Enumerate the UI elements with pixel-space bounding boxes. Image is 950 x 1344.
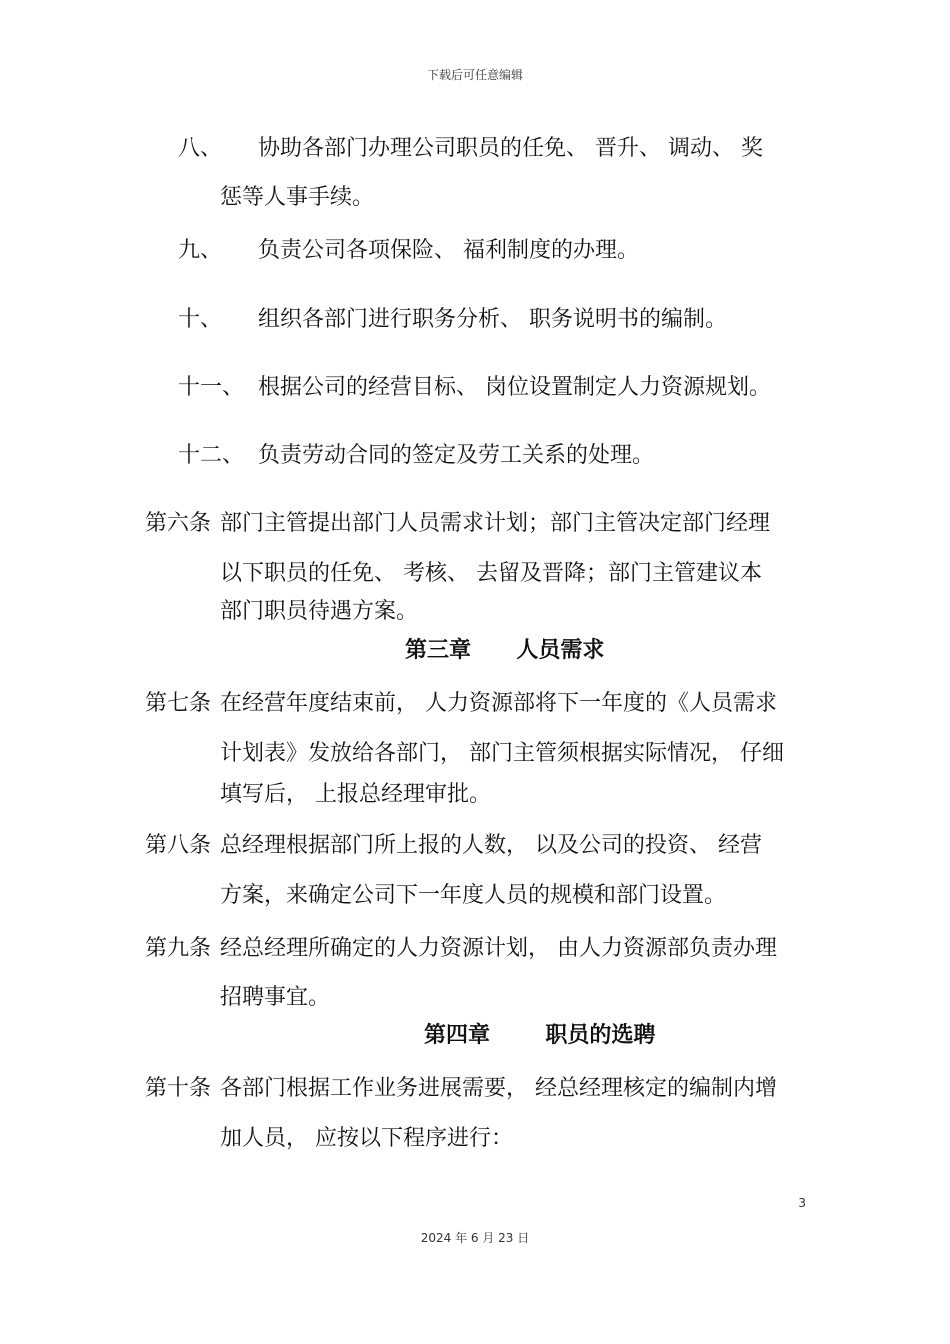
item-text: 负责劳动合同的签定及劳工关系的处理。 [258,443,655,468]
chapter-number: 第四章 [424,1023,491,1048]
article-text: 招聘事宜。 [220,985,331,1010]
article-number: 第八条 [145,833,212,858]
chapter-title: 人员需求 [516,638,605,663]
article-number: 第九条 [145,936,212,961]
article-text: 部门职员待遇方案。 [220,599,419,624]
chapter-title: 职员的选聘 [545,1023,656,1048]
chapter-heading [405,636,604,666]
article-text: 在经营年度结束前， 人力资源部将下一年度的《人员需求 [220,691,777,716]
article-text: 方案，来确定公司下一年度人员的规模和部门设置。 [220,883,727,908]
item-number: 九、 [178,238,223,263]
article-text: 以下职员的任免、 考核、 去留及晋降；部门主管建议本 [220,561,762,586]
page-footer-date: 2024 年 6 月 23 日 [420,1231,530,1245]
item-text: 组织各部门进行职务分析、 职务说明书的编制。 [258,307,727,332]
item-number: 十一、 [178,375,245,400]
item-text: 协助各部门办理公司职员的任免、 晋升、 调动、 奖 [258,136,763,161]
chapter-number: 第三章 [405,638,472,663]
item-number: 十二、 [178,443,245,468]
article-number: 第七条 [145,691,212,716]
article-text: 部门主管提出部门人员需求计划；部门主管决定部门经理 [220,511,771,536]
item-number: 八、 [178,136,223,161]
item-text: 负责公司各项保险、 福利制度的办理。 [258,238,639,263]
list-item-continuation: 惩等人事手续。 [220,185,375,210]
page-header: 下载后可任意编辑 [426,68,523,82]
item-text: 根据公司的经营目标、 岗位设置制定人力资源规划。 [258,375,771,400]
article-text: 加人员， 应按以下程序进行： [220,1126,513,1151]
item-number: 十、 [178,307,223,332]
article-text: 经总经理所确定的人力资源计划， 由人力资源部负责办理 [220,936,777,961]
article-number: 第十条 [145,1076,212,1101]
page-number: 3 [798,1196,806,1210]
chapter-heading [424,1021,655,1051]
article-text: 总经理根据部门所上报的人数， 以及公司的投资、 经营 [220,833,762,858]
article-text: 计划表》发放给各部门， 部门主管须根据实际情况， 仔细 [220,741,784,766]
article-number: 第六条 [145,511,212,536]
article-text: 填写后， 上报总经理审批。 [220,782,491,807]
article-text: 各部门根据工作业务进展需要， 经总经理核定的编制内增 [220,1076,777,1101]
